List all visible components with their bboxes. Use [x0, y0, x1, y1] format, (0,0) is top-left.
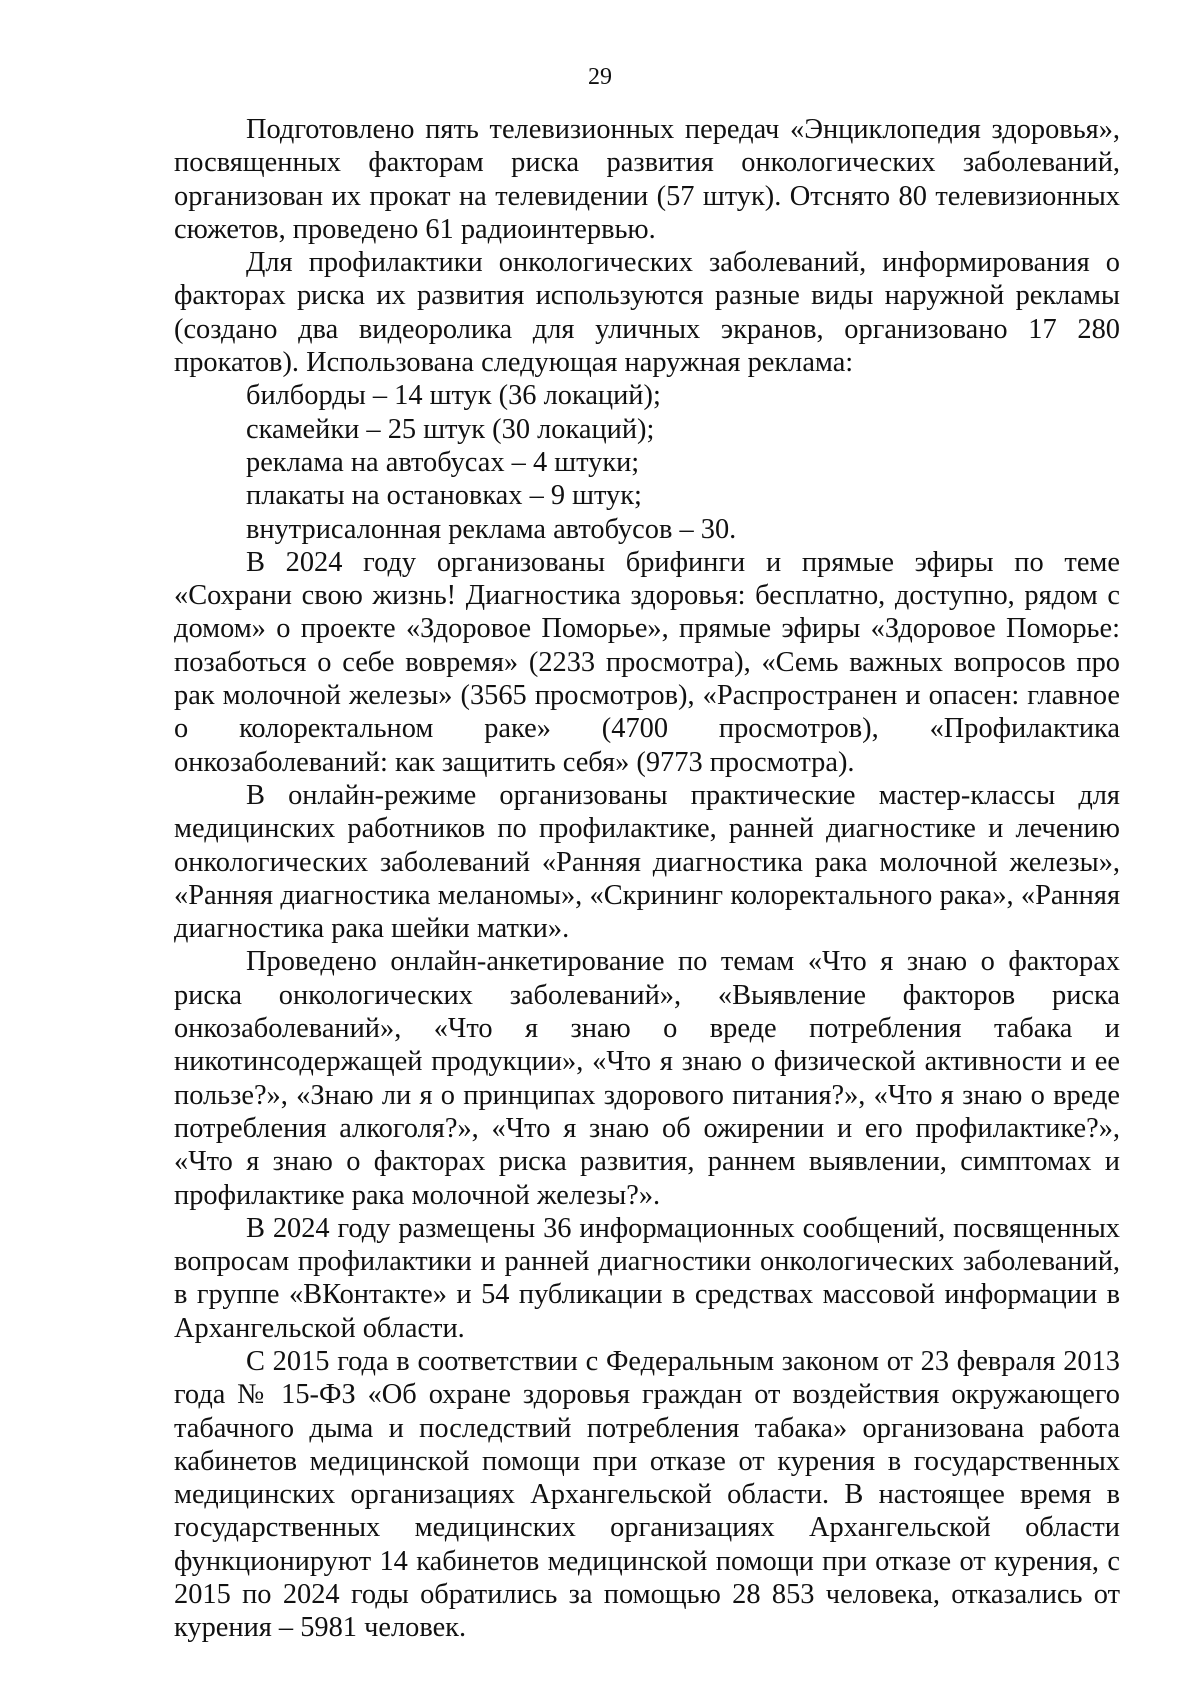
paragraph-smoking-cessation: С 2015 года в соответствии с Федеральным законом от 23 февраля 2013 года № 15-ФЗ «Об охране здоровья граждан от воздействия окружающего табачного дыма и последствий потребления табака» организована работа кабинетов медицинской помощи при отказе от курения в государственных медицинских организациях Архангельской области. В настоящее время в государственных медицинских организациях Архангельской области функционируют 14 кабинетов медицинской помощи при отказе от курения, с 2015 по 2024 годы обратились за помощью 28 853 человека, отказались от курения – 5981 человек. — [174, 1345, 1120, 1644]
paragraph-master-classes: В онлайн-режиме организованы практические мастер-классы для медицинских работников по профилактике, ранней диагностике и лечению онкологических заболеваний «Ранняя диагностика рака молочной железы», «Ранняя диагностика меланомы», «Скрининг колоректального рака», «Ранняя диагностика рака шейки матки». — [174, 779, 1120, 945]
paragraph-briefings: В 2024 году организованы брифинги и прямые эфиры по теме «Сохрани свою жизнь! Диагностика здоровья: бесплатно, доступно, рядом с домом» о проекте «Здоровое Поморье», прямые эфиры «Здоровое Поморье: позаботься о себе вовремя» (2233 просмотра), «Семь важных вопросов про рак молочной железы» (3565 просмотров), «Распространен и опасен: главное о колоректальном раке» (4700 просмотров), «Профилактика онкозаболеваний: как защитить себя» (9773 просмотра). — [174, 546, 1120, 778]
page-number: 29 — [588, 64, 612, 90]
outdoor-ad-list — [174, 379, 1120, 545]
document-body — [174, 113, 1120, 1645]
list-item: внутрисалонная реклама автобусов – 30. — [246, 513, 737, 545]
paragraph-tv-programs: Подготовлено пять телевизионных передач «Энциклопедия здоровья», посвященных факторам риска развития онкологических заболеваний, организован их прокат на телевидении (57 штук). Отснято 80 телевизионных сюжетов, проведено 61 радиоинтервью. — [174, 114, 1120, 245]
list-item: плакаты на остановках – 9 штук; — [246, 480, 642, 512]
paragraph-online-survey: Проведено онлайн-анкетирование по темам «Что я знаю о факторах риска онкологических заболеваний», «Выявление факторов риска онкозаболеваний», «Что я знаю о вреде потребления табака и никотинсодержащей продукции», «Что я знаю о физической активности и ее пользе?», «Знаю ли я о принципах здорового питания?», «Что я знаю о вреде потребления алкоголя?», «Что я знаю об ожирении и его профилактике?», «Что я знаю о факторах риска развития, раннем выявлении, симптомах и профилактике рака молочной железы?». — [174, 946, 1120, 1211]
paragraph-publications: В 2024 году размещены 36 информационных сообщений, посвященных вопросам профилактики и ранней диагностики онкологических заболеваний, в группе «ВКонтакте» и 54 публикации в средствах массовой информации в Архангельской области. — [174, 1212, 1120, 1344]
list-item: реклама на автобусах – 4 штуки; — [246, 446, 640, 478]
list-item: скамейки – 25 штук (30 локаций); — [246, 413, 655, 445]
paragraph-outdoor-ads: Для профилактики онкологических заболеваний, информирования о факторах риска их развития используются разные виды наружной рекламы (создано два видеоролика для уличных экранов, организовано 17 280 прокатов). Использована следующая наружная реклама: — [174, 247, 1120, 379]
list-item: билборды – 14 штук (36 локаций); — [246, 380, 661, 412]
